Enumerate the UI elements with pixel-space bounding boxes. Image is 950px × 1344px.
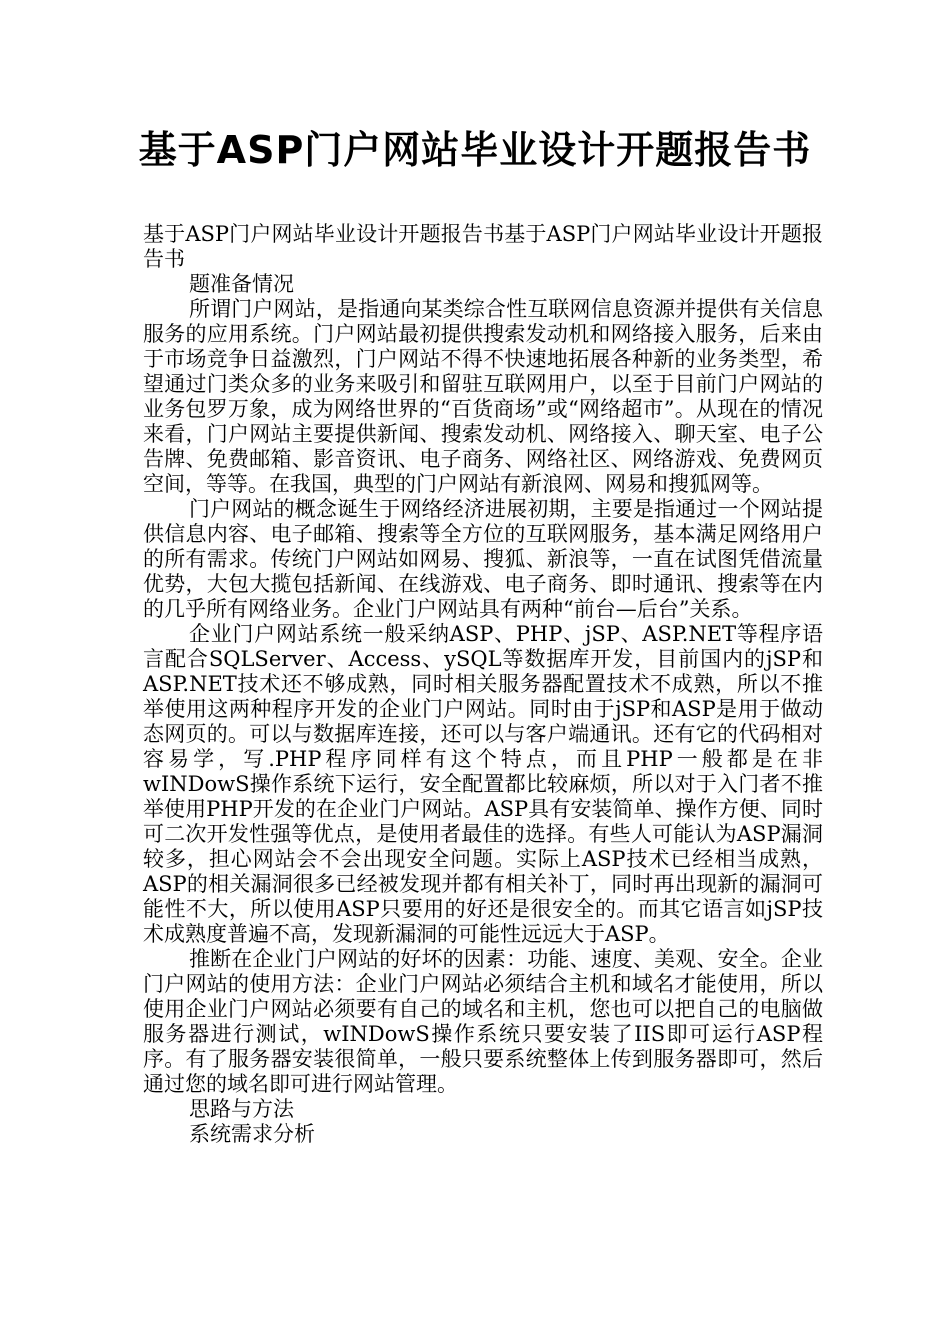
section-heading-preparation: 题准备情况 xyxy=(189,272,294,296)
document-title: 基于ASP门户网站毕业设计开题报告书 xyxy=(138,128,812,172)
section-heading-approach: 思路与方法 xyxy=(189,1097,294,1121)
paragraph-portal-definition: 所谓门户网站，是指通向某类综合性互联网信息资源并提供有关信息服务的应用系统。门户网站最初提供搜索发动机和网络接入服务，后来由于市场竞争日益激烈，门户网站不得不快速地拓展各种新的业务类型，希望通过门类众多的业务来吸引和留驻互联网用户，以至于目前门户网站的业务包罗万象，成为网络世界的“百货商场”或“网络超市”。从现在的情况来看，门户网站主要提供新闻、搜索发动机、网络接入、聊天室、电子公告牌、免费邮箱、影音资讯、电子商务、网络社区、网络游戏、免费网页空间，等等。在我国，典型的门户网站有新浪网、网易和搜狐网等。 xyxy=(143,297,823,496)
paragraph-technology-choice: 企业门户网站系统一般采纳ASP、PHP、jSP、ASP.NET等程序语言配合SQLServer、Access、ySQL等数据库开发，目前国内的jSP和ASP.NET技术还不够成熟，同时相关服务器配置技术不成熟，所以不推举使用这两种程序开发的企业门户网站。同时由于jSP和ASP是用于做动态网页的。可以与数据库连接，还可以与客户端通讯。还有它的代码相对容易学，写.PHP程序同样有这个特点，而且PHP一般都是在非wINDowS操作系统下运行，安全配置都比较麻烦，所以对于入门者不推举使用PHP开发的在企业门户网站。ASP具有安装简单、操作方便、同时可二次开发性强等优点，是使用者最佳的选择。有些人可能认为ASP漏洞较多，担心网站会不会出现安全问题。实际上ASP技术已经相当成熟，ASP的相关漏洞很多已经被发现并都有相关补丁，同时再出现新的漏洞可能性不大，所以使用ASP只要用的好还是很安全的。而其它语言如jSP技术成熟度普遍不高，发现新漏洞的可能性远远大于ASP。 xyxy=(143,622,823,946)
document-body xyxy=(143,222,823,1147)
paragraph-evaluation-usage: 推断在企业门户网站的好坏的因素：功能、速度、美观、安全。企业门户网站的使用方法：企业门户网站必须结合主机和域名才能使用，所以使用企业门户网站必须要有自己的域名和主机，您也可以把自己的电脑做服务器进行测试，wINDowS操作系统只要安装了IIS即可运行ASP程序。有了服务器安装很简单，一般只要系统整体上传到服务器即可，然后通过您的域名即可进行网站管理。 xyxy=(143,947,823,1096)
intro-paragraph: 基于ASP门户网站毕业设计开题报告书基于ASP门户网站毕业设计开题报告书 xyxy=(143,222,823,271)
section-heading-requirements: 系统需求分析 xyxy=(189,1122,315,1146)
paragraph-portal-concept: 门户网站的概念诞生于网络经济进展初期，主要是指通过一个网站提供信息内容、电子邮箱、搜索等全方位的互联网服务，基本满足网络用户的所有需求。传统门户网站如网易、搜狐、新浪等，一直在试图凭借流量优势，大包大揽包括新闻、在线游戏、电子商务、即时通讯、搜索等在内的几乎所有网络业务。企业门户网站具有两种“前台—后台”关系。 xyxy=(143,497,823,621)
